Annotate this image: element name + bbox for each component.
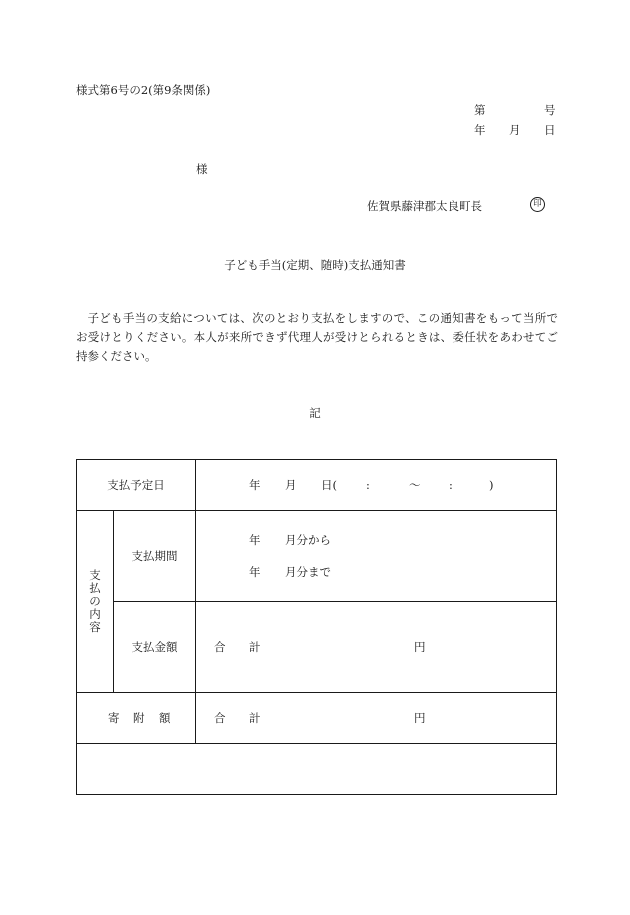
amount-unit: 円 [414, 640, 426, 654]
payment-period-label: 支払期間 [114, 511, 196, 602]
donation-total-b: 計 [249, 711, 261, 725]
issue-date-month: 月 [509, 123, 521, 137]
payment-date-label: 支払予定日 [77, 460, 196, 511]
payment-table [76, 459, 557, 795]
donation-label-2: 附 [133, 711, 145, 725]
remarks-cell [77, 744, 557, 795]
payment-date-row [77, 460, 557, 511]
payment-time-close: ) [489, 478, 494, 492]
payment-period-value [196, 511, 557, 602]
document-number-suffix: 号 [544, 103, 556, 117]
amount-total-a: 合 [214, 640, 226, 654]
remarks-row [77, 744, 557, 795]
recipient-honorific: 様 [196, 162, 208, 176]
donation-label-1: 寄 [108, 711, 120, 725]
document-number-label: 第 [474, 103, 486, 117]
donation-label [77, 693, 196, 744]
payment-amount-value [196, 602, 557, 693]
issue-date-day: 日 [544, 123, 556, 137]
payment-date-day: 日( [321, 478, 337, 492]
seal-mark: 印 [530, 197, 545, 212]
payment-date-value [196, 460, 557, 511]
payment-time-colon-end: : [449, 478, 453, 492]
donation-value [196, 693, 557, 744]
payment-time-tilde: ～ [409, 478, 421, 492]
form-number: 様式第6号の2(第9条関係) [76, 83, 211, 97]
payment-content-label: 支払の内容 [77, 511, 114, 693]
payment-date-year: 年 [249, 478, 261, 492]
donation-total-a: 合 [214, 711, 226, 725]
issue-date-year: 年 [474, 123, 486, 137]
amount-total-b: 計 [249, 640, 261, 654]
period-to-year: 年 [249, 565, 261, 579]
period-from-text: 月分から [285, 533, 331, 547]
ki-heading: 記 [309, 406, 321, 420]
payment-time-colon-start: : [366, 478, 370, 492]
issuer-name: 佐賀県藤津郡太良町長 [367, 199, 482, 213]
payment-period-row [77, 511, 557, 602]
payment-amount-row [77, 602, 557, 693]
donation-label-3: 額 [159, 711, 171, 725]
donation-row [77, 693, 557, 744]
payment-date-month: 月 [285, 478, 297, 492]
body-paragraph: 子ども手当の支給については、次のとおり支払をしますので、この通知書をもって当所でお受けとりください。本人が来所できず代理人が受けとられるときは、委任状をあわせてご持参ください。 [76, 311, 558, 363]
payment-amount-label: 支払金額 [114, 602, 196, 693]
period-to-text: 月分まで [285, 565, 331, 579]
donation-unit: 円 [414, 711, 426, 725]
period-from-year: 年 [249, 533, 261, 547]
document-title: 子ども手当(定期、随時)支払通知書 [224, 258, 406, 272]
